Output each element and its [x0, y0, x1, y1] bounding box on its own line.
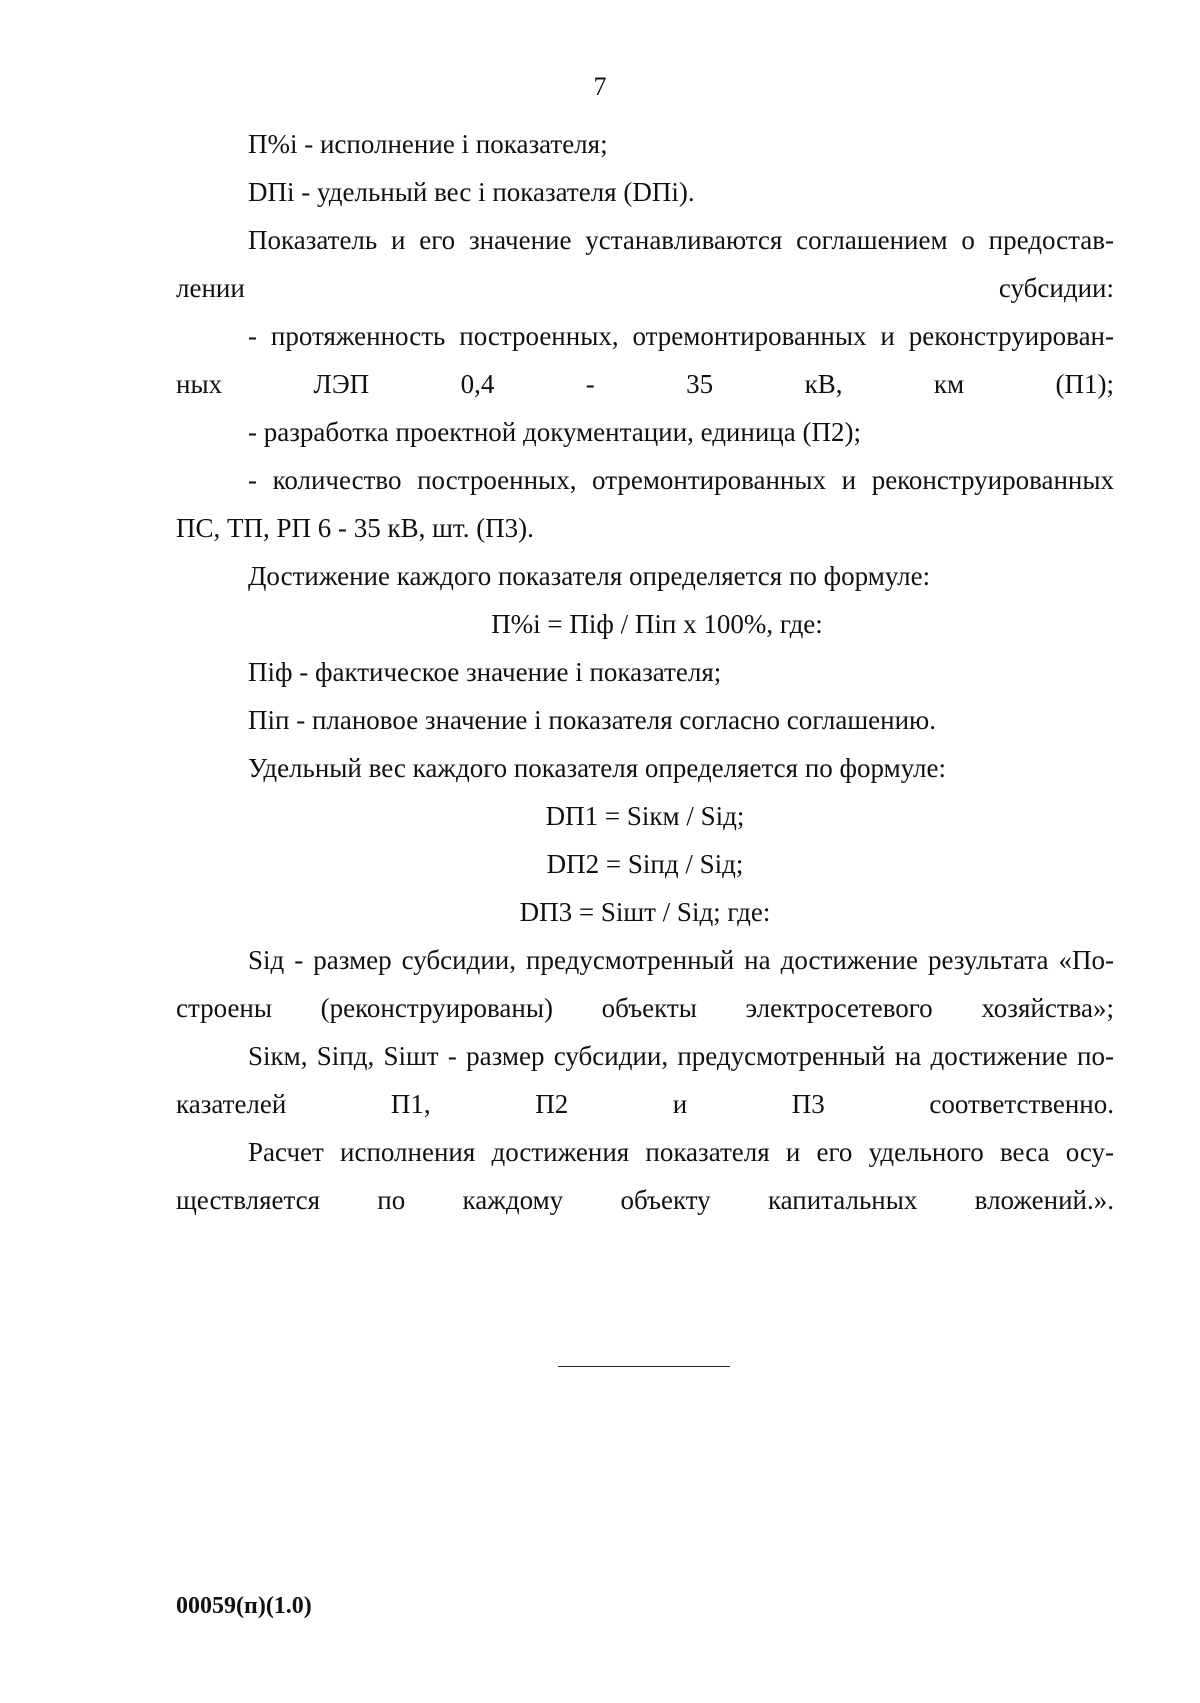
- paragraph-achievement-formula-intro: Достижение каждого показателя определяется по формуле:: [248, 561, 931, 591]
- formula-achievement: П%i = Пiф / Пiп x 100%, где:: [491, 609, 823, 639]
- document-body: [176, 120, 1114, 1224]
- list-item-substations: - количество построенных, отремонтированных и реконструированных ПС, ТП, РП 6 - 35 кВ, шт. (П3).: [176, 465, 1114, 543]
- definition-planned-value: Пiп - плановое значение i показателя согласно соглашению.: [248, 705, 936, 735]
- definition-weight: DПi - удельный вес i показателя (DПi).: [248, 177, 695, 207]
- definition-actual-value: Пiф - фактическое значение i показателя;: [248, 657, 722, 687]
- end-divider: [558, 1366, 730, 1367]
- list-item-design-docs: - разработка проектной документации, единица (П2);: [248, 417, 861, 447]
- page-number: 7: [593, 72, 607, 101]
- definition-subsidy-parts: Siкм, Siпд, Siшт - размер субсидии, предусмотренный на достижение по-казателей П1, П2 и П3 соответственно.: [176, 1041, 1114, 1119]
- formula-weight-2: DП2 = Siпд / Siд;: [546, 849, 744, 879]
- document-code: 00059(п)(1.0): [176, 1593, 312, 1619]
- definition-subsidy-total: Siд - размер субсидии, предусмотренный на достижение результата «По-строены (реконструированы) объекты электросетевого хозяйства»;: [176, 945, 1114, 1023]
- formula-weight-3: DП3 = Siшт / Siд; где:: [519, 897, 771, 927]
- list-item-lines: - протяженность построенных, отремонтированных и реконструирован-ных ЛЭП 0,4 - 35 кВ, км (П1);: [176, 321, 1114, 399]
- formula-weight-1: DП1 = Siкм / Siд;: [545, 801, 745, 831]
- paragraph-weight-formula-intro: Удельный вес каждого показателя определяется по формуле:: [248, 753, 946, 783]
- paragraph-indicator-intro: Показатель и его значение устанавливаются соглашением о предостав-лении субсидии:: [176, 225, 1114, 303]
- paragraph-calculation-note: Расчет исполнения достижения показателя и его удельного веса осу-ществляется по каждому объекту капитальных вложений.».: [176, 1137, 1114, 1215]
- definition-percent: П%i - исполнение i показателя;: [248, 129, 608, 159]
